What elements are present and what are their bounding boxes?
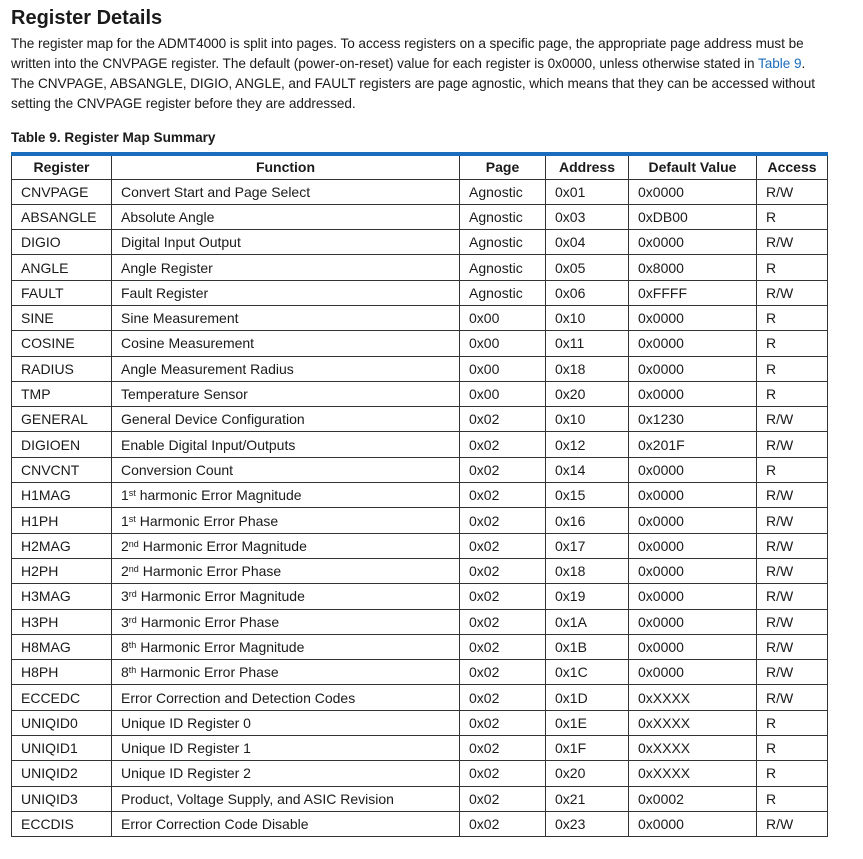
access-cell: R/W <box>757 230 828 255</box>
register-cell: ABSANGLE <box>12 204 112 229</box>
address-cell: 0x04 <box>546 230 629 255</box>
register-cell: TMP <box>12 381 112 406</box>
table-title: Table 9. Register Map Summary <box>11 130 216 145</box>
access-cell: R <box>757 786 828 811</box>
table-row <box>12 660 828 685</box>
table-row <box>12 204 828 229</box>
default-value-cell: 0x0002 <box>629 786 757 811</box>
access-cell: R/W <box>757 280 828 305</box>
access-cell: R/W <box>757 179 828 204</box>
default-value-cell: 0x0000 <box>629 483 757 508</box>
register-cell: SINE <box>12 305 112 330</box>
page-cell: 0x00 <box>460 356 546 381</box>
function-cell <box>112 179 460 204</box>
table-row <box>12 786 828 811</box>
address-cell: 0x16 <box>546 508 629 533</box>
ordinal-suffix: th <box>128 665 137 676</box>
default-value-cell: 0x0000 <box>629 508 757 533</box>
function-cell <box>112 811 460 836</box>
function-text: Sine Measurement <box>121 310 239 327</box>
function-text: 1 <box>121 487 129 504</box>
access-cell: R/W <box>757 558 828 583</box>
address-cell: 0x18 <box>546 558 629 583</box>
register-cell: ECCEDC <box>12 685 112 710</box>
function-text: 2 <box>121 537 129 554</box>
page-cell: 0x00 <box>460 331 546 356</box>
access-cell: R/W <box>757 660 828 685</box>
function-text: Absolute Angle <box>121 208 215 225</box>
access-cell: R <box>757 204 828 229</box>
intro-text-before: The register map for the ADMT4000 is split into pages. To access registers on a specific page, the appropriate page address must be written into the CNVPAGE register. The default (power-on-reset) value for each register is 0x0000, unless otherwise stated in <box>11 36 804 71</box>
access-cell: R <box>757 356 828 381</box>
access-cell: R/W <box>757 483 828 508</box>
address-cell: 0x10 <box>546 305 629 330</box>
access-cell: R/W <box>757 508 828 533</box>
access-cell: R <box>757 305 828 330</box>
ordinal-suffix: th <box>128 639 137 650</box>
document-page <box>11 5 829 837</box>
function-cell <box>112 381 460 406</box>
section-heading: Register Details <box>11 7 163 29</box>
function-text: Angle Register <box>121 259 213 276</box>
function-cell <box>112 584 460 609</box>
default-value-cell: 0x0000 <box>629 230 757 255</box>
table-row <box>12 381 828 406</box>
column-header-register: Register <box>12 154 112 179</box>
function-cell <box>112 432 460 457</box>
table-row <box>12 230 828 255</box>
page-cell: Agnostic <box>460 204 546 229</box>
address-cell: 0x1D <box>546 685 629 710</box>
function-text: 1 <box>121 512 129 529</box>
register-cell: UNIQID3 <box>12 786 112 811</box>
register-cell: H3PH <box>12 609 112 634</box>
address-cell: 0x06 <box>546 280 629 305</box>
default-value-cell: 0x0000 <box>629 634 757 659</box>
column-header-default: Default Value <box>629 154 757 179</box>
function-text: Unique ID Register 1 <box>121 740 251 757</box>
function-text-rest: Harmonic Error Magnitude <box>136 638 305 655</box>
intro-paragraph <box>11 34 829 114</box>
default-value-cell: 0xDB00 <box>629 204 757 229</box>
register-cell: COSINE <box>12 331 112 356</box>
function-text: Enable Digital Input/Outputs <box>121 436 296 453</box>
default-value-cell: 0x1230 <box>629 407 757 432</box>
access-cell: R/W <box>757 432 828 457</box>
default-value-cell: 0x0000 <box>629 356 757 381</box>
table-row <box>12 533 828 558</box>
access-cell: R/W <box>757 609 828 634</box>
default-value-cell: 0xXXXX <box>629 761 757 786</box>
page-cell: 0x02 <box>460 634 546 659</box>
address-cell: 0x1F <box>546 736 629 761</box>
default-value-cell: 0x0000 <box>629 457 757 482</box>
address-cell: 0x14 <box>546 457 629 482</box>
function-cell <box>112 204 460 229</box>
access-cell: R <box>757 736 828 761</box>
table-row <box>12 457 828 482</box>
intro-text-after: . The CNVPAGE, ABSANGLE, DIGIO, ANGLE, and FAULT registers are page agnostic, which means that they can be accessed without setting the CNVPAGE register before they are addressed. <box>11 56 815 111</box>
default-value-cell: 0x0000 <box>629 584 757 609</box>
default-value-cell: 0x0000 <box>629 331 757 356</box>
ordinal-suffix: nd <box>128 564 139 575</box>
default-value-cell: 0x0000 <box>629 609 757 634</box>
address-cell: 0x20 <box>546 761 629 786</box>
page-cell: 0x02 <box>460 660 546 685</box>
default-value-cell: 0xXXXX <box>629 710 757 735</box>
page-cell: 0x02 <box>460 786 546 811</box>
access-cell: R/W <box>757 634 828 659</box>
function-text: Conversion Count <box>121 461 234 478</box>
register-cell: UNIQID1 <box>12 736 112 761</box>
function-text: Cosine Measurement <box>121 335 255 352</box>
address-cell: 0x18 <box>546 356 629 381</box>
table-row <box>12 736 828 761</box>
function-text: Unique ID Register 2 <box>121 765 251 782</box>
register-cell: UNIQID0 <box>12 710 112 735</box>
default-value-cell: 0xXXXX <box>629 685 757 710</box>
table-header <box>12 154 828 179</box>
page-cell: 0x02 <box>460 407 546 432</box>
function-cell <box>112 685 460 710</box>
access-cell: R <box>757 761 828 786</box>
access-cell: R <box>757 255 828 280</box>
function-text: 3 <box>121 588 129 605</box>
default-value-cell: 0xXXXX <box>629 736 757 761</box>
ordinal-suffix: rd <box>128 589 137 600</box>
function-cell <box>112 280 460 305</box>
register-cell: DIGIOEN <box>12 432 112 457</box>
column-header-access: Access <box>757 154 828 179</box>
register-cell: H8MAG <box>12 634 112 659</box>
function-cell <box>112 331 460 356</box>
address-cell: 0x01 <box>546 179 629 204</box>
register-cell: DIGIO <box>12 230 112 255</box>
register-cell: H3MAG <box>12 584 112 609</box>
table-row <box>12 305 828 330</box>
register-cell: H1PH <box>12 508 112 533</box>
access-cell: R <box>757 331 828 356</box>
page-cell: 0x02 <box>460 533 546 558</box>
default-value-cell: 0x0000 <box>629 811 757 836</box>
default-value-cell: 0x0000 <box>629 179 757 204</box>
function-cell <box>112 736 460 761</box>
access-cell: R <box>757 457 828 482</box>
table-row <box>12 634 828 659</box>
function-text: Error Correction and Detection Codes <box>121 689 356 706</box>
function-cell <box>112 558 460 583</box>
function-text: 2 <box>121 563 129 580</box>
address-cell: 0x11 <box>546 331 629 356</box>
access-cell: R/W <box>757 811 828 836</box>
function-text: Fault Register <box>121 284 209 301</box>
page-cell: Agnostic <box>460 230 546 255</box>
page-cell: 0x02 <box>460 584 546 609</box>
default-value-cell: 0x0000 <box>629 305 757 330</box>
register-cell: ANGLE <box>12 255 112 280</box>
function-cell <box>112 609 460 634</box>
table-row <box>12 483 828 508</box>
header-row <box>12 154 828 179</box>
page-cell: 0x02 <box>460 483 546 508</box>
function-text-rest: Harmonic Error Phase <box>136 664 279 681</box>
ordinal-suffix: rd <box>128 614 137 625</box>
table-row <box>12 508 828 533</box>
function-cell <box>112 786 460 811</box>
function-text: 3 <box>121 613 129 630</box>
function-text-rest: Harmonic Error Phase <box>138 563 282 580</box>
address-cell: 0x1B <box>546 634 629 659</box>
register-cell: H2PH <box>12 558 112 583</box>
register-cell: CNVPAGE <box>12 179 112 204</box>
table-row <box>12 179 828 204</box>
address-cell: 0x03 <box>546 204 629 229</box>
function-cell <box>112 230 460 255</box>
function-text: Digital Input Output <box>121 234 241 251</box>
access-cell: R/W <box>757 685 828 710</box>
register-cell: H1MAG <box>12 483 112 508</box>
page-cell: 0x02 <box>460 685 546 710</box>
function-cell <box>112 356 460 381</box>
function-text-rest: Harmonic Error Phase <box>135 512 279 529</box>
page-cell: 0x02 <box>460 432 546 457</box>
function-cell <box>112 407 460 432</box>
function-text-rest: Harmonic Error Phase <box>136 613 280 630</box>
function-cell <box>112 457 460 482</box>
register-cell: ECCDIS <box>12 811 112 836</box>
address-cell: 0x05 <box>546 255 629 280</box>
address-cell: 0x20 <box>546 381 629 406</box>
table-body <box>12 179 828 837</box>
function-text: Error Correction Code Disable <box>121 816 309 833</box>
access-cell: R/W <box>757 584 828 609</box>
table-row <box>12 685 828 710</box>
page-cell: 0x02 <box>460 811 546 836</box>
table-row <box>12 255 828 280</box>
page-cell: 0x00 <box>460 381 546 406</box>
default-value-cell: 0xFFFF <box>629 280 757 305</box>
address-cell: 0x1E <box>546 710 629 735</box>
function-text-rest: harmonic Error Magnitude <box>135 487 302 504</box>
page-cell: 0x02 <box>460 736 546 761</box>
function-cell <box>112 508 460 533</box>
column-header-page: Page <box>460 154 546 179</box>
access-cell: R <box>757 381 828 406</box>
register-cell: FAULT <box>12 280 112 305</box>
function-text: Product, Voltage Supply, and ASIC Revision <box>121 790 394 807</box>
register-map-table <box>11 152 828 837</box>
ordinal-suffix: nd <box>128 538 139 549</box>
register-cell: RADIUS <box>12 356 112 381</box>
function-text: 8 <box>121 664 129 681</box>
access-cell: R/W <box>757 533 828 558</box>
table-row <box>12 761 828 786</box>
register-cell: UNIQID2 <box>12 761 112 786</box>
default-value-cell: 0x0000 <box>629 558 757 583</box>
table-row <box>12 407 828 432</box>
function-cell <box>112 761 460 786</box>
register-cell: CNVCNT <box>12 457 112 482</box>
page-cell: 0x02 <box>460 710 546 735</box>
ordinal-suffix: st <box>128 513 136 524</box>
function-cell <box>112 634 460 659</box>
register-cell: H2MAG <box>12 533 112 558</box>
page-cell: 0x02 <box>460 761 546 786</box>
table-row <box>12 811 828 836</box>
table-9-link[interactable]: Table 9 <box>758 56 802 71</box>
address-cell: 0x1C <box>546 660 629 685</box>
page-cell: Agnostic <box>460 255 546 280</box>
address-cell: 0x21 <box>546 786 629 811</box>
function-text: Convert Start and Page Select <box>121 183 311 200</box>
function-text: General Device Configuration <box>121 411 305 428</box>
function-cell <box>112 305 460 330</box>
address-cell: 0x19 <box>546 584 629 609</box>
address-cell: 0x17 <box>546 533 629 558</box>
access-cell: R <box>757 710 828 735</box>
page-cell: 0x02 <box>460 609 546 634</box>
register-cell: GENERAL <box>12 407 112 432</box>
default-value-cell: 0x0000 <box>629 533 757 558</box>
address-cell: 0x15 <box>546 483 629 508</box>
function-text-rest: Harmonic Error Magnitude <box>138 537 307 554</box>
function-text: Temperature Sensor <box>121 386 248 403</box>
register-cell: H8PH <box>12 660 112 685</box>
column-header-function: Function <box>112 154 460 179</box>
function-text-rest: Harmonic Error Magnitude <box>136 588 305 605</box>
function-text: Angle Measurement Radius <box>121 360 294 377</box>
default-value-cell: 0x8000 <box>629 255 757 280</box>
access-cell: R/W <box>757 407 828 432</box>
table-row <box>12 331 828 356</box>
table-row <box>12 584 828 609</box>
page-cell: 0x02 <box>460 508 546 533</box>
function-cell <box>112 483 460 508</box>
default-value-cell: 0x0000 <box>629 381 757 406</box>
address-cell: 0x1A <box>546 609 629 634</box>
address-cell: 0x10 <box>546 407 629 432</box>
address-cell: 0x12 <box>546 432 629 457</box>
table-row <box>12 609 828 634</box>
table-row <box>12 280 828 305</box>
page-cell: 0x02 <box>460 457 546 482</box>
page-cell: Agnostic <box>460 179 546 204</box>
function-text: Unique ID Register 0 <box>121 714 251 731</box>
table-row <box>12 432 828 457</box>
ordinal-suffix: st <box>128 488 136 499</box>
function-cell <box>112 710 460 735</box>
table-row <box>12 558 828 583</box>
function-cell <box>112 533 460 558</box>
default-value-cell: 0x201F <box>629 432 757 457</box>
function-cell <box>112 255 460 280</box>
function-cell <box>112 660 460 685</box>
table-row <box>12 356 828 381</box>
default-value-cell: 0x0000 <box>629 660 757 685</box>
page-cell: 0x02 <box>460 558 546 583</box>
table-row <box>12 710 828 735</box>
function-text: 8 <box>121 638 129 655</box>
column-header-address: Address <box>546 154 629 179</box>
page-cell: 0x00 <box>460 305 546 330</box>
address-cell: 0x23 <box>546 811 629 836</box>
page-cell: Agnostic <box>460 280 546 305</box>
